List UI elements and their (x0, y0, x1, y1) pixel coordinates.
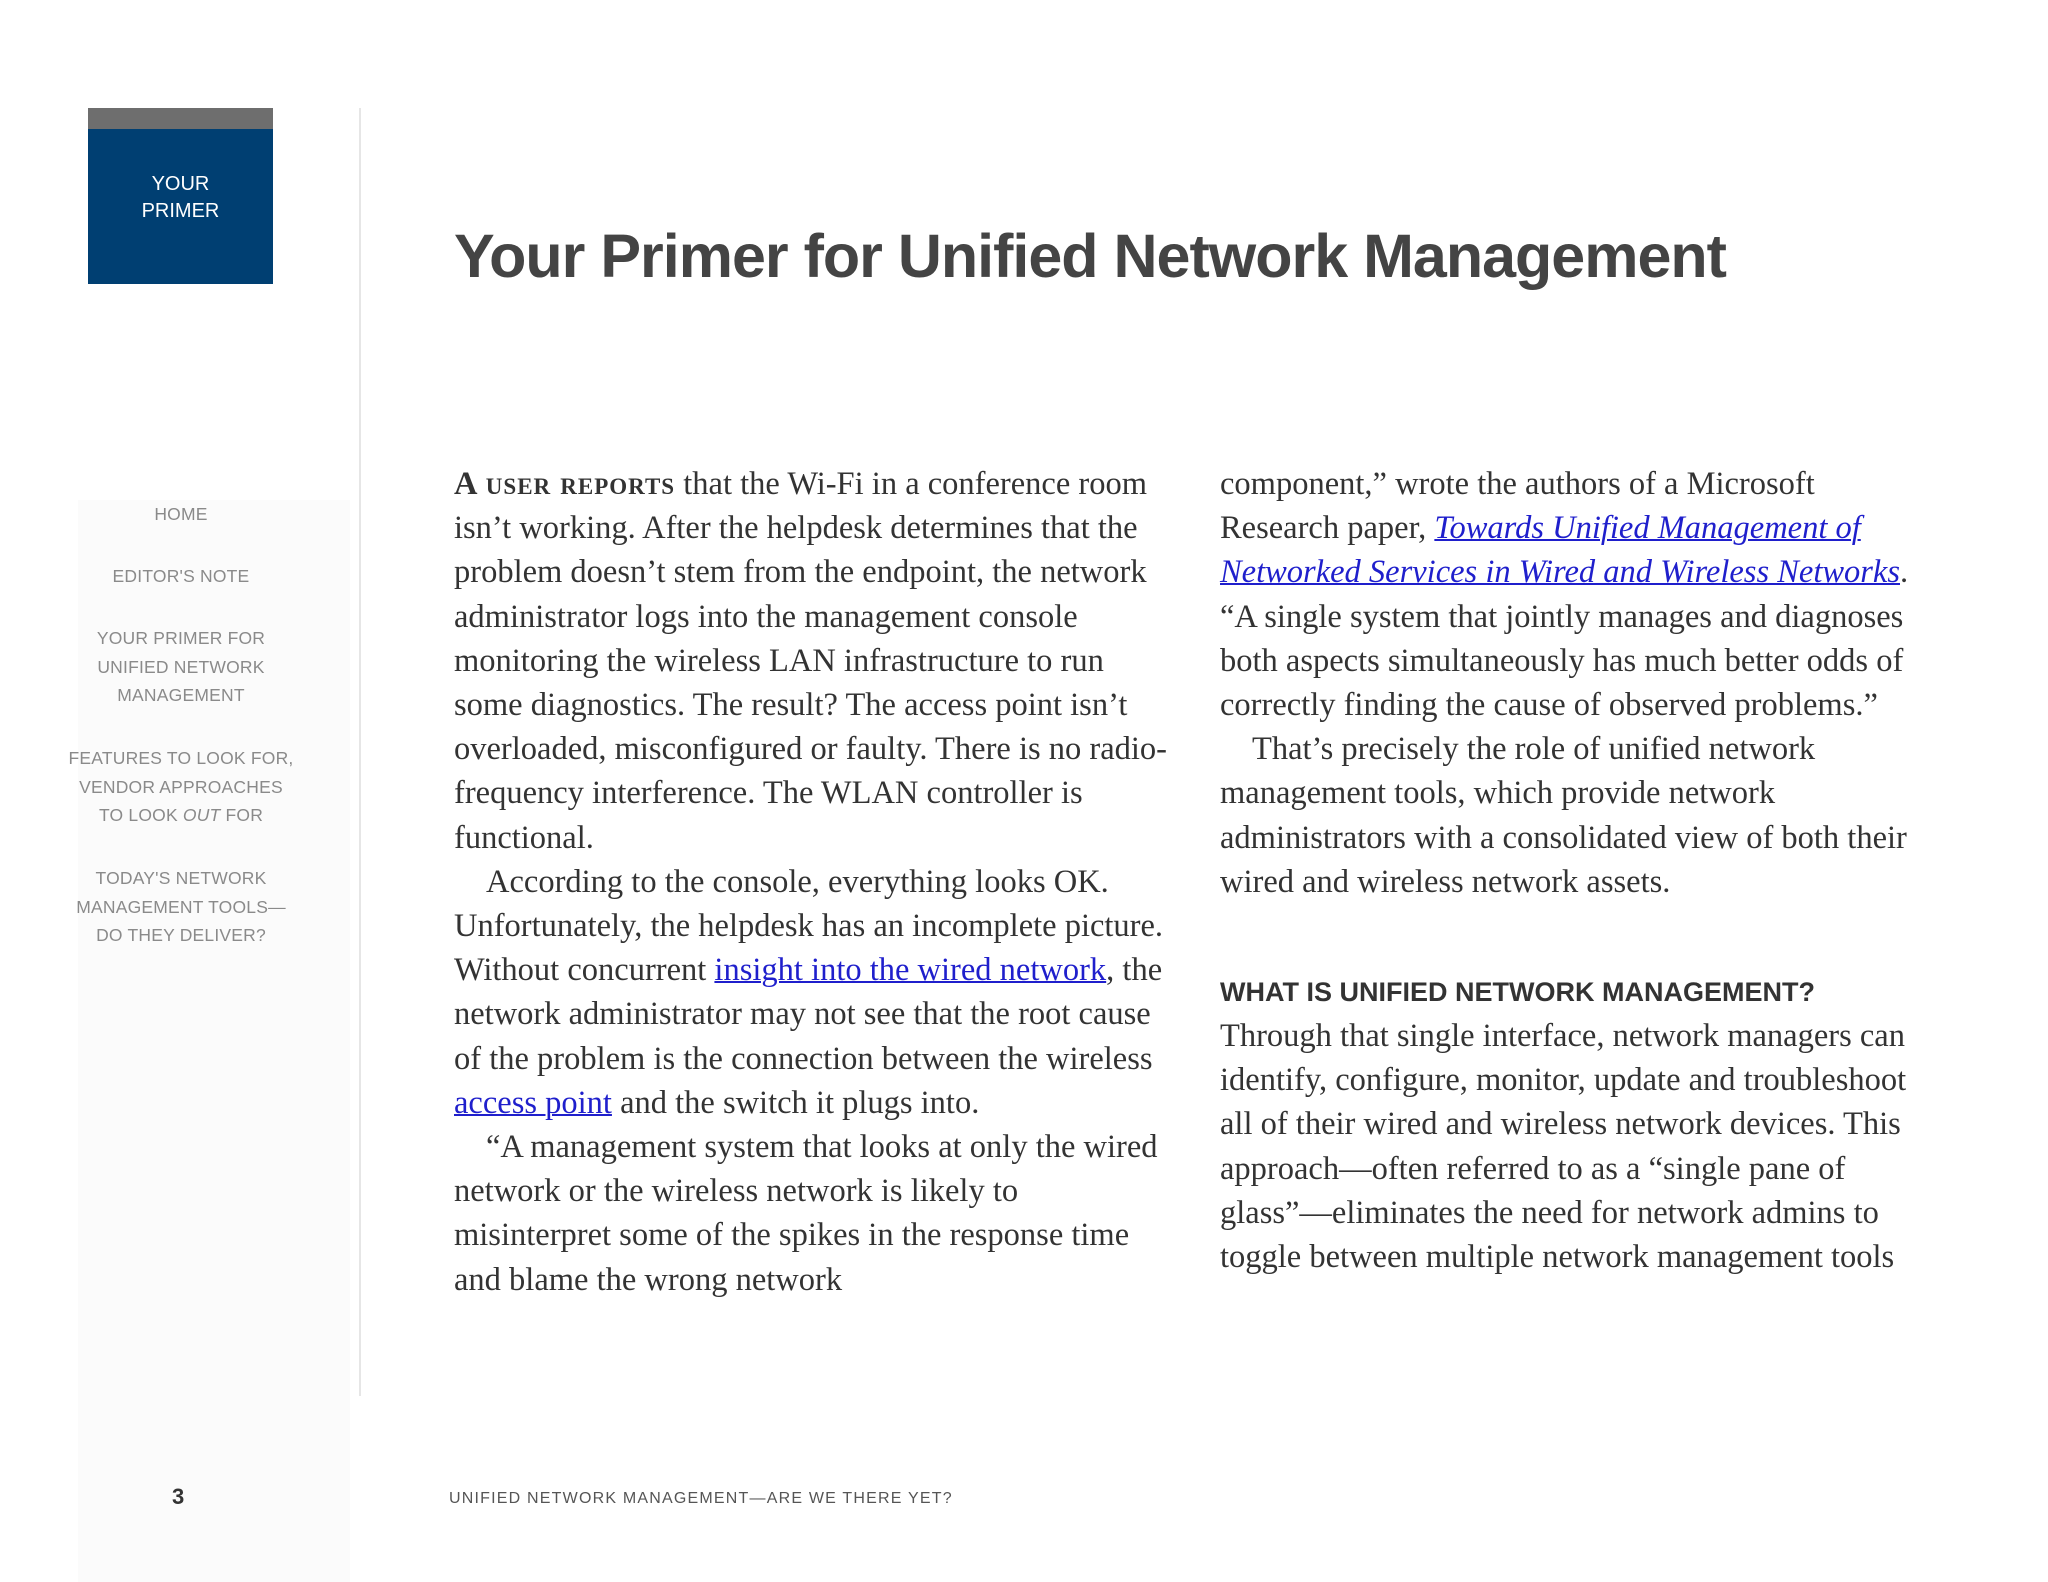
page-number: 3 (172, 1484, 185, 1509)
toc-features-line-3a: TO LOOK (98, 805, 183, 825)
toc-link-your-primer[interactable] (97, 628, 265, 705)
toc-tools-line-2: MANAGEMENT TOOLS— (76, 896, 286, 917)
toc-link-editors-note[interactable]: EDITOR'S NOTE (112, 566, 250, 586)
toc-tools-line-1: TODAY'S NETWORK (95, 868, 267, 888)
paragraph-4-text-a: component,” wrote the authors of a Microsoft Research paper, (1220, 466, 1815, 547)
paragraph-2-text-c: and the switch it plugs into. (611, 1084, 980, 1121)
body-column-right (1220, 462, 1920, 1279)
lead-in: A user reports (454, 466, 676, 502)
paragraph-4 (1220, 462, 1920, 727)
paragraph-1 (454, 462, 1174, 860)
paragraph-3: “A management system that looks at only the wired network or the wireless network is likely to misinterpret some of the spikes in the response time and blame the wrong network (454, 1129, 1158, 1298)
footer-title: UNIFIED NETWORK MANAGEMENT—ARE WE THERE YET? (449, 1490, 953, 1507)
toc-features-line-2: VENDOR APPROACHES (79, 776, 283, 797)
section-tab-badge (88, 108, 273, 284)
section-subheading: WHAT IS UNIFIED NETWORK MANAGEMENT? (1220, 977, 1815, 1008)
paragraph-4-text-b: . “A single system that jointly manages and diagnoses both aspects simultaneously has much better odds of correctly finding the cause of observed problems.” (1220, 554, 1909, 724)
badge-line-1: YOUR (151, 173, 210, 195)
toc-features-line-3b: OUT (182, 805, 221, 825)
toc-primer-line-2: UNIFIED NETWORK (97, 656, 265, 677)
link-microsoft-research-paper[interactable]: Towards Unified Management of Networked Services in Wired and Wireless Networks (1220, 510, 1900, 591)
toc-features-line-1: FEATURES TO LOOK FOR, (68, 748, 294, 768)
toc-link-todays-tools[interactable] (76, 868, 286, 945)
paragraph-2 (454, 860, 1174, 1125)
paragraph-2-text-b: , the network administrator may not see that the root cause of the problem is the connection between the wireless (454, 952, 1163, 1077)
badge-line-2: PRIMER (141, 200, 220, 222)
toc-link-features[interactable] (69, 748, 294, 825)
paragraph-5: That’s precisely the role of unified network management tools, which provide network administrators with a consolidated view of both their wired and wireless network assets. (1220, 731, 1907, 900)
paragraph-6: Through that single interface, network managers can identify, configure, monitor, update and troubleshoot all of their wired and wireless network devices. This approach—often referred to as a “single pane of glass”—eliminates the need for network admins to toggle between multiple network management tools (1220, 1018, 1907, 1276)
toc-primer-line-3: MANAGEMENT (117, 685, 245, 705)
paragraph-1-text: that the Wi-Fi in a conference room isn’t working. After the helpdesk determines that the problem doesn’t stem from the endpoint, the network administrator logs into the management console monitoring the wireless LAN infrastructure to run some diagnostics. The result? The access point isn’t overloaded, misconfigured or faulty. There is no radio-frequency interference. The WLAN controller is functional. (454, 466, 1167, 856)
toc-tools-line-3: DO THEY DELIVER? (96, 925, 266, 945)
paragraph-2-text-a: According to the console, everything looks OK. Unfortunately, the helpdesk has an incomplete picture. Without concurrent (454, 863, 1164, 989)
toc-primer-line-1: YOUR PRIMER FOR (96, 628, 266, 648)
sidebar-divider (359, 108, 361, 1396)
link-insight-wired-network[interactable]: insight into the wired network (714, 952, 1107, 989)
body-column-left (454, 462, 1174, 1302)
link-access-point[interactable]: access point (454, 1084, 612, 1121)
page-title: Your Primer for Unified Network Management (454, 222, 1726, 290)
toc-features-line-3c: FOR (220, 805, 264, 825)
toc-link-home[interactable]: HOME (154, 504, 208, 524)
